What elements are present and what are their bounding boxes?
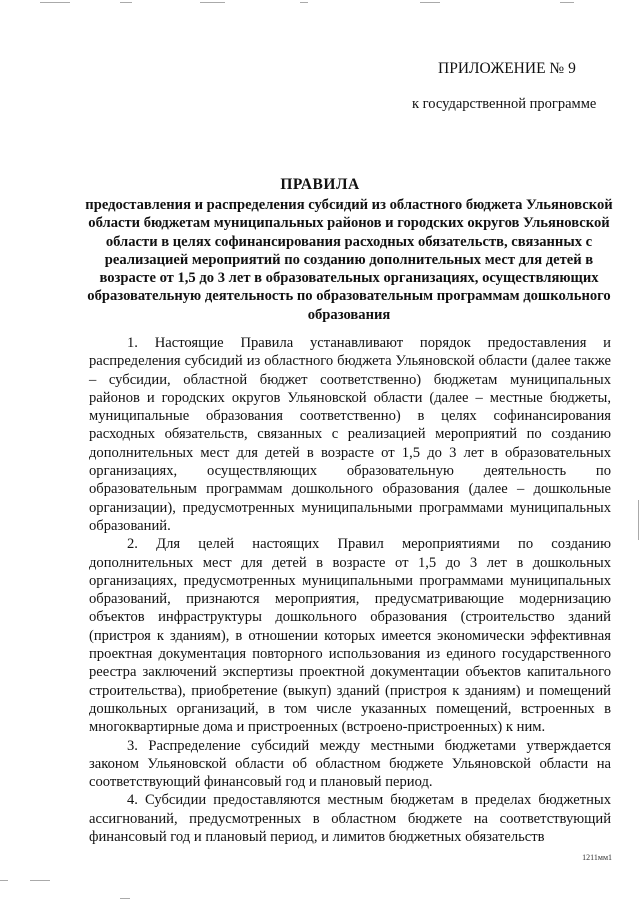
document-body [89, 334, 611, 846]
document-subtitle: предоставления и распределения субсидий из областного бюджета Ульяновской области бюджетам муниципальных районов и городских округов Ульяновской области в целях софинансирования расходных обязательств, связанных с реализацией мероприятий по созданию дополнительных мест для детей в возрасте от 1,5 до 3 лет в образовательных организациях, осуществляющих образовательную деятельность по образовательным программам дошкольного образования [85, 197, 613, 323]
paragraph-2: 2. Для целей настоящих Правил мероприятиями по созданию дополнительных мест для детей в возрасте от 1,5 до 3 лет в дошкольных организациях, предусмотренных муниципальными программами муниципальных образований, признаются мероприятия, предусматривающие модернизацию объектов инфраструктуры дошкольного образования (строительство зданий (пристроя к зданиям), в отношении которых имеется экономически эффективная проектная документация повторного использования из единого государственного реестра заключений экспертизы проектной документации объектов капитального строительства), приобретение (выкуп) зданий (пристроя к зданиям) и помещений дошкольных организаций, в том числе указанных помещений, встроенных в многоквартирные дома и пристроенных (встроено-пристроенных) к ним. [89, 536, 611, 736]
document-title: ПРАВИЛА [280, 176, 360, 193]
paragraph-1: 1. Настоящие Правила устанавливают порядок предоставления и распределения субсидий из областного бюджета Ульяновской области (далее также – субсидии, областной бюджет соответственно) бюджетам муниципальных районов и городских округов Ульяновской области (далее – местные бюджеты, муниципальные образования соответственно) в целях софинансирования расходных обязательств, связанных с реализацией мероприятий по созданию дополнительных мест для детей в возрасте от 1,5 до 3 лет в образовательных организациях, осуществляющих образовательную деятельность по образовательным программам дошкольного образования (далее – дошкольные организации), предусмотренных муниципальными программами муниципальных образований. [89, 335, 611, 534]
paragraph-4: 4. Субсидии предоставляются местным бюджетам в пределах бюджетных ассигнований, предусмотренных в областном бюджете на соответствующий финансовый год и плановый период, и лимитов бюджетных обязательств [89, 792, 611, 846]
paragraph-3: 3. Распределение субсидий между местными бюджетами утверждается законом Ульяновской области об областном бюджете Ульяновской области на соответствующий финансовый год и плановый период. [89, 737, 611, 791]
annex-number: ПРИЛОЖЕНИЕ № 9 [438, 60, 576, 77]
annex-reference: к государственной программе [412, 96, 597, 112]
footer-code: 1211мм1 [582, 853, 612, 862]
